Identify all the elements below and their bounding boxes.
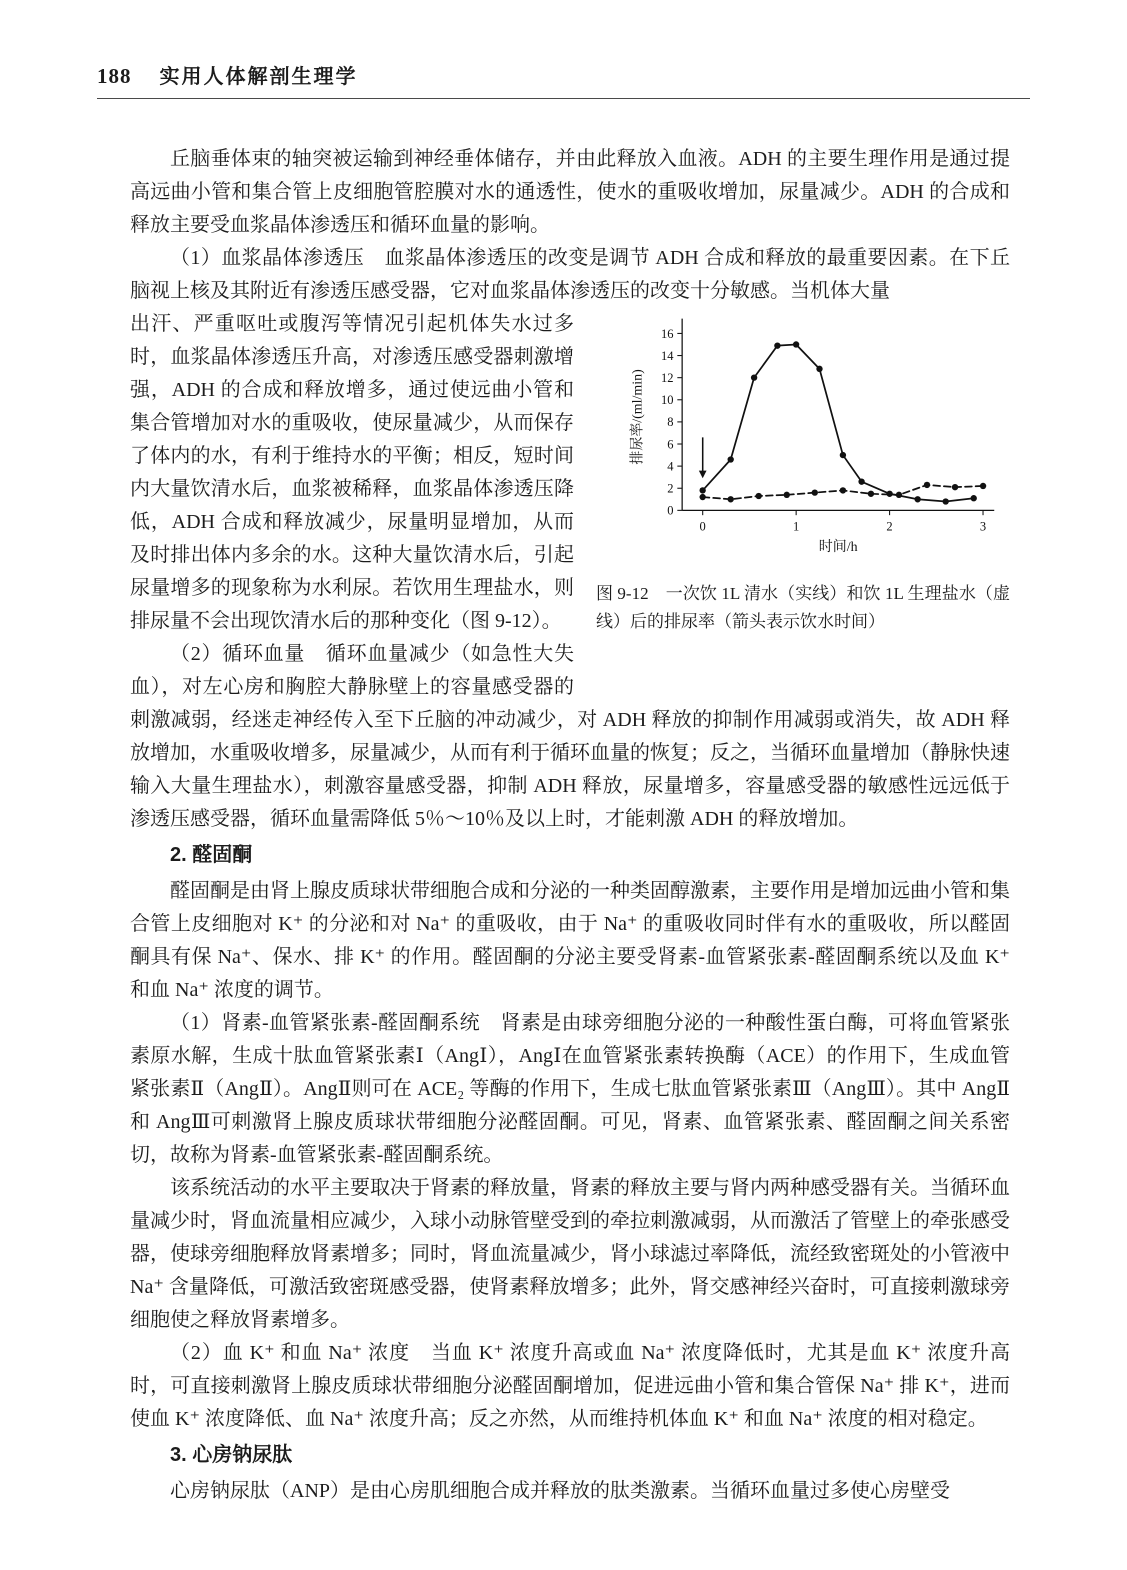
paragraph-aldosterone: 醛固酮是由肾上腺皮质球状带细胞合成和分泌的一种类固醇激素，主要作用是增加远曲小管和集合管上皮细胞对 K⁺ 的分泌和对 Na⁺ 的重吸收，由于 Na⁺ 的重吸收同时伴有水的重吸收，所以醛固酮具有保 Na⁺、保水、排 K⁺ 的作用。醛固酮的分泌主要受肾素-血管紧张素-醛固酮系统以及血 K⁺ 和血 Na⁺ 浓度的调节。 — [130, 880, 1010, 1001]
paragraph-anp: 心房钠尿肽（ANP）是由心房肌细胞合成并释放的肽类激素。当循环血量过多使心房壁受 — [170, 1480, 951, 1502]
figure-9-12 — [596, 310, 1010, 636]
svg-text:时间/h: 时间/h — [818, 539, 858, 555]
svg-text:1: 1 — [793, 519, 800, 534]
svg-text:排尿率/(ml/min): 排尿率/(ml/min) — [630, 369, 646, 465]
paragraph-blood-volume: （2）循环血量 循环血量减少（如急性大失血），对左心房和胸腔大静脉壁上的容量感受器的刺激减弱，经迷走神经传入至下丘脑的冲动减少，对 ADH 释放的抑制作用减弱或消失，故 ADH 释放增加，水重吸收增多，尿量减少，从而有利于循环血量的恢复；反之，当循环血量增加（静脉快速输入大量生理盐水），刺激容量感受器，抑制 ADH 释放，尿量增多，容量感受器的敏感性远远低于渗透压感受器，循环血量需降低 5％～10％及以上时，才能刺激 ADH 的释放增加。 — [130, 643, 1010, 830]
svg-text:2: 2 — [886, 519, 893, 534]
svg-text:12: 12 — [660, 371, 674, 386]
page-number: 188 — [97, 64, 132, 88]
book-title: 实用人体解剖生理学 — [159, 66, 358, 88]
paragraph-renin-release: 该系统活动的水平主要取决于肾素的释放量，肾素的释放主要与肾内两种感受器有关。当循环血量减少时，肾血流量相应减少，入球小动脉管壁受到的牵拉刺激减弱，从而激活了管壁上的牵张感受器，使球旁细胞释放肾素增多；同时，肾血流量减少，肾小球滤过率降低，流经致密斑处的小管液中 Na⁺ 含量降低，可激活致密斑感受器，使肾素释放增多；此外，肾交感神经兴奋时，可直接刺激球旁细胞使之释放肾素增多。 — [130, 1177, 1010, 1331]
figure-caption: 图 9-12 一次饮 1L 清水（实线）和饮 1L 生理盐水（虚线）后的排尿率（箭头表示饮水时间） — [596, 584, 1010, 631]
svg-text:6: 6 — [667, 437, 674, 452]
paragraph-osmotic-pressure-text: 出汗、严重呕吐或腹泻等情况引起机体失水过多时，血浆晶体渗透压升高，对渗透压感受器刺激增强，ADH 的合成和释放增多，通过使远曲小管和集合管增加对水的重吸收，使尿量减少，从而保存了体内的水，有利于维持水的平衡；相反，短时间内大量饮清水后，血浆被稀释，血浆晶体渗透压降低，ADH 合成和释放减少，尿量明显增加，从而及时排出体内多余的水。这种大量饮清水后，引起尿量增多的现象称为水利尿。若饮用生理盐水，则排尿量不会出现饮清水后的那种变化（图 9-12）。 — [130, 313, 574, 632]
svg-text:14: 14 — [660, 348, 674, 363]
paragraph-adh-intro: 丘脑垂体束的轴突被运输到神经垂体储存，并由此释放入血液。ADH 的主要生理作用是通过提高远曲小管和集合管上皮细胞管腔膜对水的通透性，使水的重吸收增加，尿量减少。ADH 的合成和释放主要受血浆晶体渗透压和循环血量的影响。 — [130, 148, 1010, 236]
paragraph-osmotic-pressure-start: （1）血浆晶体渗透压 血浆晶体渗透压的改变是调节 ADH 合成和释放的最重要因素。在下丘脑视上核及其附近有渗透压感受器，它对血浆晶体渗透压的改变十分敏感。当机体大量 — [130, 247, 1010, 302]
svg-text:10: 10 — [660, 393, 674, 408]
running-head — [97, 60, 1030, 99]
paragraph-raas: （1）肾素-血管紧张素-醛固酮系统 肾素是由球旁细胞分泌的一种酸性蛋白酶，可将血管紧张素原水解，生成十肽血管紧张素Ⅰ（AngⅠ），AngⅠ在血管紧张素转换酶（ACE）的作用下，生成血管紧张素Ⅱ（AngⅡ）。AngⅡ则可在 ACE₂ 等酶的作用下，生成七肽血管紧张素Ⅲ（AngⅢ）。其中 AngⅡ和 AngⅢ可刺激肾上腺皮质球状带细胞分泌醛固酮。可见，肾素、血管紧张素、醛固酮之间关系密切，故称为肾素-血管紧张素-醛固酮系统。 — [130, 1012, 1010, 1166]
svg-text:0: 0 — [699, 519, 706, 534]
svg-text:8: 8 — [667, 415, 674, 430]
page-body — [130, 143, 1010, 1508]
svg-text:2: 2 — [667, 481, 674, 496]
heading-aldosterone: 2. 醛固酮 — [170, 844, 253, 866]
svg-text:16: 16 — [660, 326, 674, 341]
heading-anp: 3. 心房钠尿肽 — [170, 1444, 293, 1466]
svg-text:4: 4 — [667, 459, 674, 474]
urine-flow-rate-chart — [626, 310, 1008, 572]
svg-text:3: 3 — [979, 519, 987, 534]
paragraph-k-na-concentration: （2）血 K⁺ 和血 Na⁺ 浓度 当血 K⁺ 浓度升高或血 Na⁺ 浓度降低时，尤其是血 K⁺ 浓度升高时，可直接刺激肾上腺皮质球状带细胞分泌醛固酮增加，促进远曲小管和集合管保 Na⁺ 排 K⁺，进而使血 K⁺ 浓度降低、血 Na⁺ 浓度升高；反之亦然，从而维持机体血 K⁺ 和血 Na⁺ 浓度的相对稳定。 — [130, 1342, 1010, 1430]
svg-text:0: 0 — [667, 503, 674, 518]
